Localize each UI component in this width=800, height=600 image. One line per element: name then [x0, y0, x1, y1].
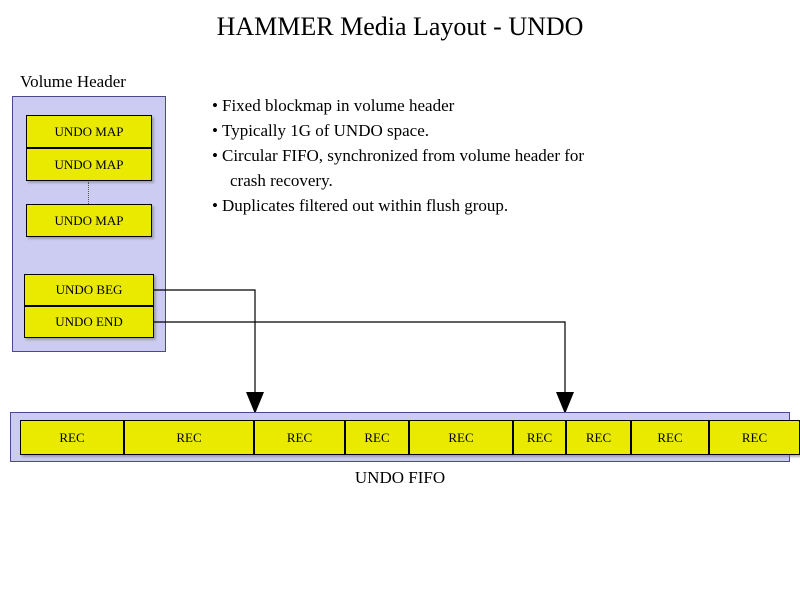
volume-header-label: Volume Header	[20, 72, 126, 91]
bullet-item: • Fixed blockmap in volume header	[212, 93, 732, 118]
undo-beg-cell: UNDO BEG	[24, 274, 154, 306]
bullet-item: • Typically 1G of UNDO space.	[212, 118, 732, 143]
undo-fifo-record: REC	[345, 420, 409, 455]
undo-fifo-record: REC	[513, 420, 566, 455]
bullet-list	[212, 93, 732, 218]
undo-fifo-record: REC	[566, 420, 631, 455]
undo-map-cell-3: UNDO MAP	[26, 204, 152, 237]
undo-fifo-record: REC	[20, 420, 124, 455]
undo-fifo-record: REC	[409, 420, 513, 455]
ellipsis-connector	[88, 182, 90, 204]
undo-map-cell-1: UNDO MAP	[26, 115, 152, 148]
undo-fifo-record: REC	[124, 420, 254, 455]
undo-fifo-label: UNDO FIFO	[354, 468, 446, 487]
undo-fifo-record: REC	[254, 420, 345, 455]
undo-fifo-records	[20, 420, 800, 455]
undo-fifo-record: REC	[631, 420, 709, 455]
bullet-item: crash recovery.	[230, 171, 333, 190]
undo-end-cell: UNDO END	[24, 306, 154, 338]
bullet-item: • Duplicates filtered out within flush group.	[212, 193, 732, 218]
undo-fifo-record: REC	[709, 420, 800, 455]
bullet-item: • Circular FIFO, synchronized from volume header for	[212, 143, 732, 168]
page-title: HAMMER Media Layout - UNDO	[216, 12, 584, 41]
undo-map-cell-2: UNDO MAP	[26, 148, 152, 181]
